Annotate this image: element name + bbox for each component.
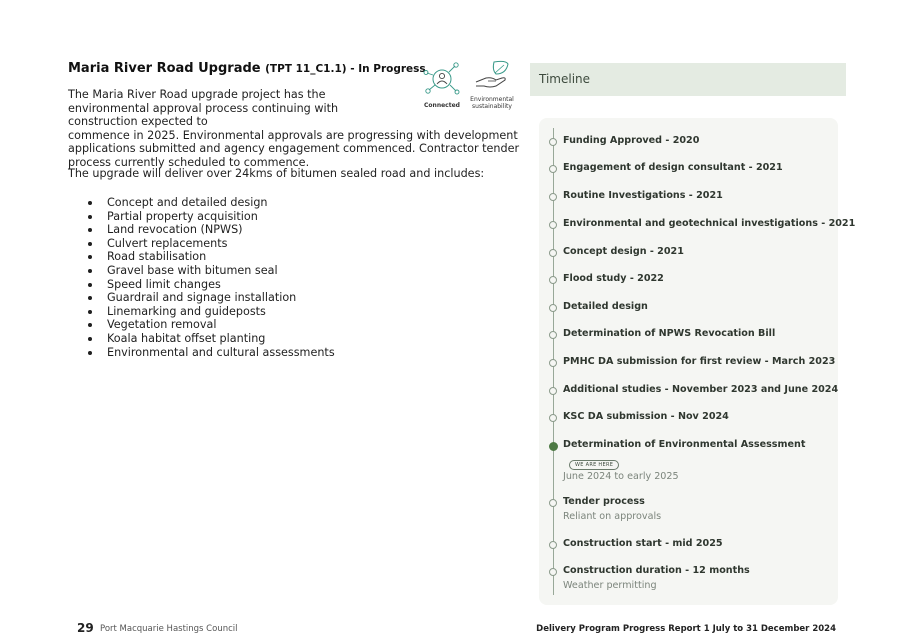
scope-list-item: Koala habitat offset planting <box>68 332 335 346</box>
timeline-marker <box>549 387 557 395</box>
timeline-item <box>563 273 833 285</box>
scope-list-item: Land revocation (NPWS) <box>68 223 335 237</box>
timeline-marker <box>549 568 557 576</box>
timeline-marker <box>549 165 557 173</box>
project-code-status: (TPT 11_C1.1) - In Progress <box>265 63 426 75</box>
timeline-item <box>563 565 833 592</box>
timeline-marker <box>549 276 557 284</box>
connected-caption: Connected <box>424 102 460 109</box>
footer-report-title: Delivery Program Progress Report 1 July to 31 December 2024 <box>536 624 836 634</box>
timeline-item-label: Routine Investigations - 2021 <box>563 190 723 201</box>
timeline-item <box>563 218 856 230</box>
timeline-header: Timeline <box>530 63 846 96</box>
footer-organisation: Port Macquarie Hastings Council <box>100 624 238 634</box>
timeline-item-subtitle: June 2024 to early 2025 <box>563 471 679 482</box>
page-number: 29 <box>77 621 94 635</box>
timeline-item-label: Construction start - mid 2025 <box>563 538 723 549</box>
intro-second-part: commence in 2025. Environmental approvals are progressing with development applications submitted and agency engagement commenced. Contractor tender process currently scheduled to commence. <box>68 128 520 169</box>
timeline-item <box>563 356 836 368</box>
timeline-item <box>563 496 833 523</box>
scope-list-item: Culvert replacements <box>68 237 335 251</box>
scope-list-item: Linemarking and guideposts <box>68 305 335 319</box>
connected-people-icon <box>423 60 461 98</box>
scope-list-item: Environmental and cultural assessments <box>68 346 335 360</box>
timeline-item <box>563 246 833 258</box>
project-title <box>68 61 426 76</box>
timeline-item-label: Tender process <box>563 496 645 507</box>
environment-caption-line1: Environmental <box>470 96 514 103</box>
scope-lead: The upgrade will deliver over 24kms of bitumen sealed road and includes: <box>68 167 485 180</box>
timeline-item <box>563 301 833 313</box>
timeline-current-marker <box>549 442 558 451</box>
scope-list-item: Vegetation removal <box>68 318 335 332</box>
timeline-item <box>563 190 833 202</box>
timeline-marker <box>549 414 557 422</box>
timeline-item <box>563 439 833 483</box>
project-name: Maria River Road Upgrade <box>68 61 261 76</box>
timeline-item-subtitle: Reliant on approvals <box>563 511 662 522</box>
timeline-item-subtitle: Weather permitting <box>563 580 657 591</box>
timeline-marker <box>549 249 557 257</box>
timeline-item-label: Flood study - 2022 <box>563 273 664 284</box>
timeline-item-label: Environmental and geotechnical investigations - 2021 <box>563 218 856 229</box>
timeline-item <box>563 162 833 174</box>
timeline-item <box>563 135 833 147</box>
scope-list-item: Concept and detailed design <box>68 196 335 210</box>
timeline-item <box>563 328 833 340</box>
timeline-item-label: Additional studies - November 2023 and June 2024 <box>563 384 839 395</box>
scope-list-item: Road stabilisation <box>68 250 335 264</box>
environment-theme <box>466 58 518 110</box>
timeline-marker <box>549 359 557 367</box>
timeline-item <box>563 384 839 396</box>
timeline-marker <box>549 304 557 312</box>
we-are-here-badge: WE ARE HERE <box>569 460 619 470</box>
timeline-marker <box>549 138 557 146</box>
timeline-item-label: Concept design - 2021 <box>563 246 684 257</box>
scope-list-item: Speed limit changes <box>68 278 335 292</box>
timeline-item-label: Determination of Environmental Assessment <box>563 439 806 450</box>
timeline-marker <box>549 499 557 507</box>
timeline-item-label: KSC DA submission - Nov 2024 <box>563 411 729 422</box>
scope-list-item: Guardrail and signage installation <box>68 291 335 305</box>
scope-list-item: Gravel base with bitumen seal <box>68 264 335 278</box>
timeline-item-label: Determination of NPWS Revocation Bill <box>563 328 776 339</box>
timeline-item-label: Detailed design <box>563 301 648 312</box>
timeline-item-label: Funding Approved - 2020 <box>563 135 700 146</box>
intro-first-part: The Maria River Road upgrade project has the environmental approval process continuing with construction expected to <box>68 88 339 129</box>
timeline-item-label: PMHC DA submission for first review - March 2023 <box>563 356 836 367</box>
timeline-marker <box>549 221 557 229</box>
timeline-item <box>563 411 833 423</box>
timeline-item-label: Construction duration - 12 months <box>563 565 750 576</box>
scope-list <box>68 196 335 359</box>
timeline-marker <box>549 541 557 549</box>
timeline-marker <box>549 331 557 339</box>
hand-leaf-icon <box>472 58 512 92</box>
connected-theme <box>421 60 463 109</box>
scope-list-item: Partial property acquisition <box>68 210 335 224</box>
timeline-item-label: Engagement of design consultant - 2021 <box>563 162 783 173</box>
environment-caption-line2: sustainability <box>472 103 512 110</box>
timeline-item <box>563 538 833 550</box>
timeline-marker <box>549 193 557 201</box>
